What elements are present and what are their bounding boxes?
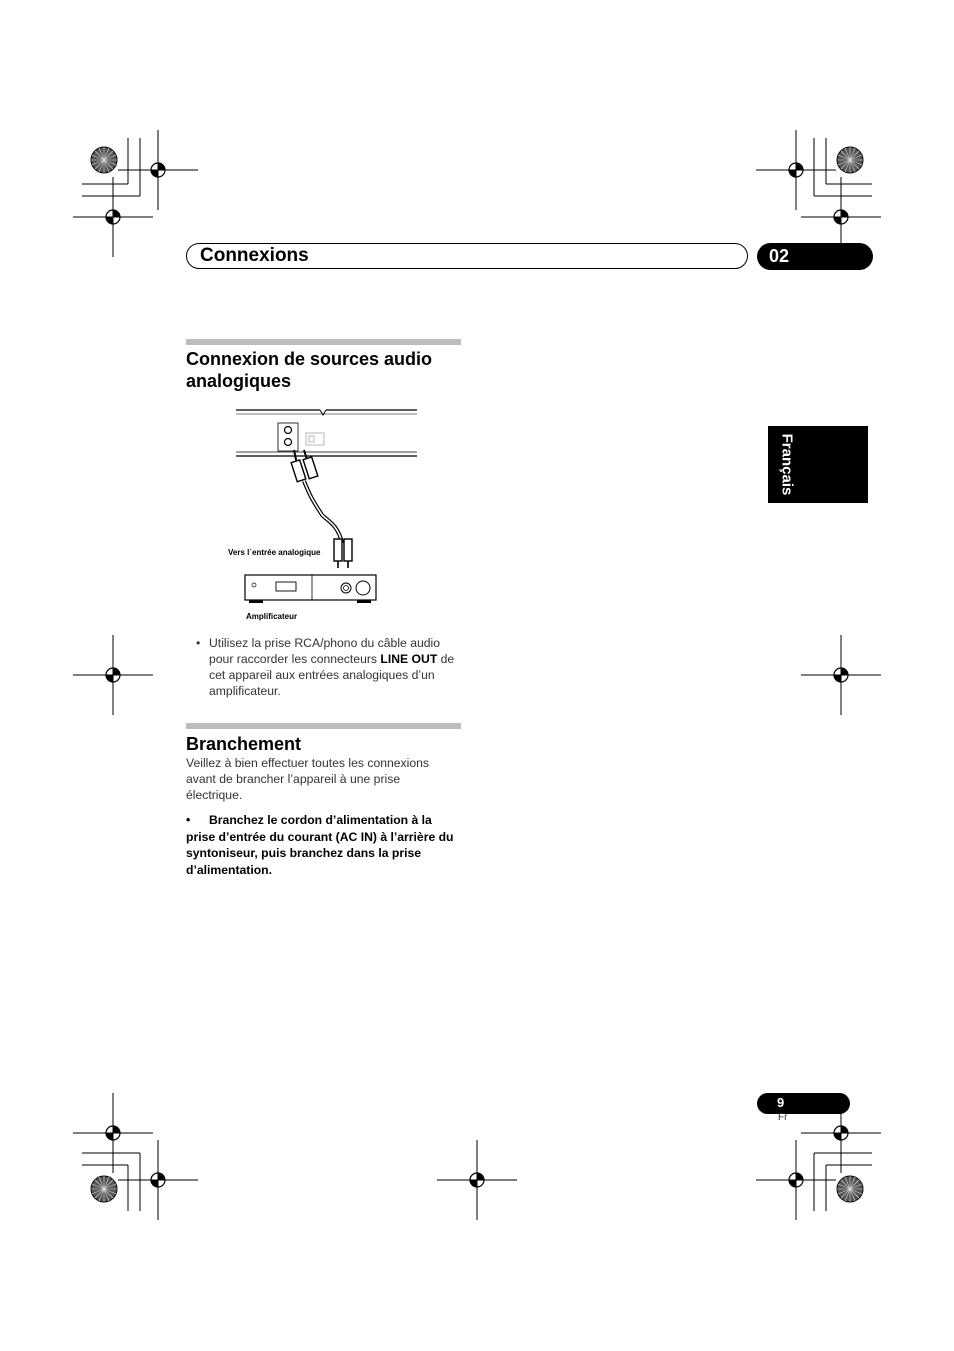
section-rule bbox=[186, 723, 461, 729]
bullet-text-part: de cet appareil aux entrées analogiques d’un amplificateur. bbox=[209, 652, 455, 698]
bullet-bold-term: LINE OUT bbox=[380, 652, 438, 666]
instruction-marker: • bbox=[186, 813, 191, 827]
section-heading bbox=[186, 348, 432, 392]
language-tab-label-wrap bbox=[770, 426, 804, 503]
chapter-number: 02 bbox=[769, 246, 790, 266]
page-number-badge bbox=[757, 1093, 850, 1114]
language-tab-label: Français bbox=[778, 433, 796, 496]
page-language-code: Fr bbox=[778, 1112, 788, 1123]
section-heading-line: Connexion de sources audio bbox=[186, 349, 433, 369]
instruction-text: Branchez le cordon d’alimentation à la prise d’entrée du courant (AC IN) à l’arrière du syntoniseur, puis branchez dans la prise d’alimentation. bbox=[186, 813, 454, 877]
diagram-label-input: Vers l´entrée analogique bbox=[228, 548, 321, 557]
connection-diagram bbox=[226, 405, 421, 625]
section-heading: Branchement bbox=[186, 734, 302, 754]
paragraph: Veillez à bien effectuer toutes les connexions avant de brancher l’appareil à une prise électrique. bbox=[186, 756, 430, 802]
page-title: Connexions bbox=[200, 245, 309, 266]
section-rule bbox=[186, 339, 461, 345]
diagram-label-amplifier: Amplificateur bbox=[246, 612, 298, 621]
section-heading-line: analogiques bbox=[186, 371, 292, 391]
bullet-marker: • bbox=[196, 636, 201, 650]
bullet-text-part: Utilisez la prise RCA/phono du câble audio pour raccorder les connecteurs bbox=[209, 636, 441, 666]
list-item bbox=[196, 635, 464, 699]
bullet-text bbox=[209, 635, 464, 699]
page-number: 9 bbox=[777, 1095, 785, 1110]
instruction bbox=[186, 812, 464, 878]
